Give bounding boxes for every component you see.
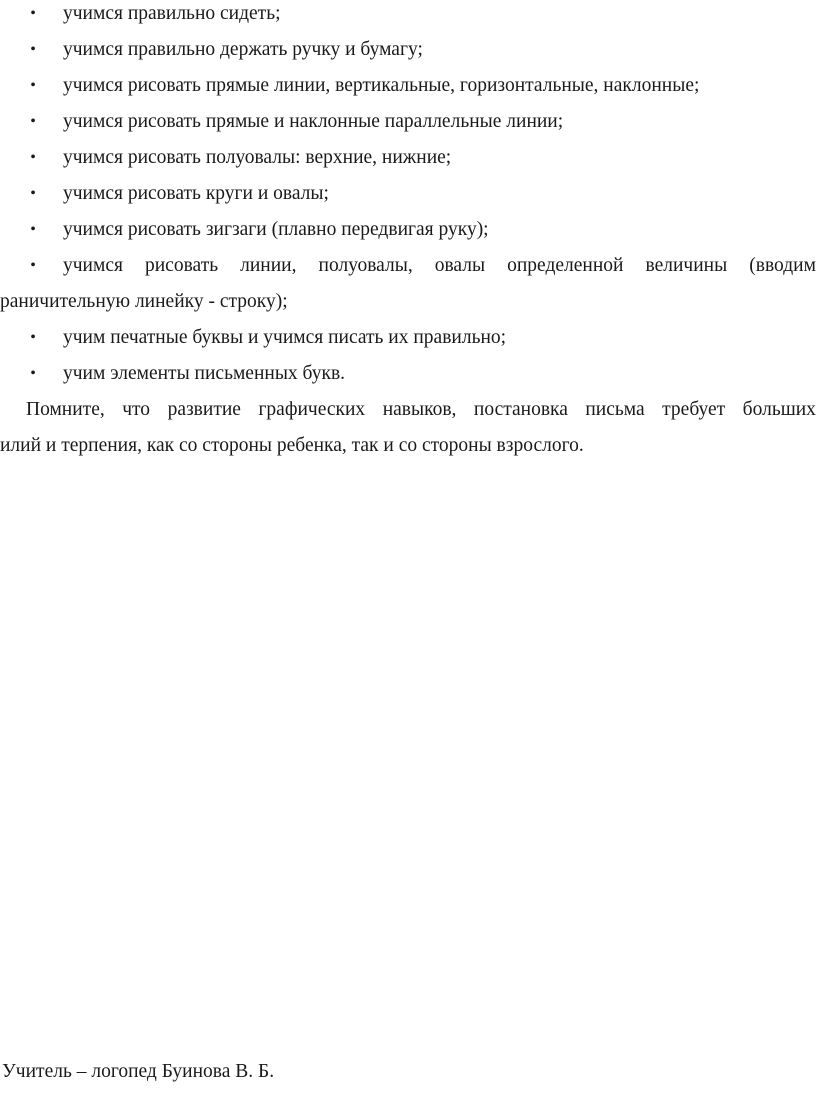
bullet-marker: • <box>30 365 36 382</box>
bullet-marker: • <box>30 5 36 22</box>
list-item-text: учим печатные буквы и учимся писать их правильно; <box>63 327 507 348</box>
bullet-marker: • <box>30 41 36 58</box>
word: (вводим <box>749 255 816 276</box>
bullet-marker: • <box>30 329 36 346</box>
list-item-text: учим элементы письменных букв. <box>63 363 346 384</box>
list-item-text: учимся рисовать прямые и наклонные параллельные линии; <box>63 111 564 132</box>
word: Помните, <box>26 399 105 420</box>
paragraph-line-1 <box>26 396 816 424</box>
word: графических <box>258 399 366 420</box>
word: больших <box>742 399 816 420</box>
word: полуовалы, <box>318 255 413 276</box>
list-item <box>0 72 816 100</box>
list-item-text-line-2: раничительную линейку - строку); <box>0 291 288 312</box>
list-item-text: учимся рисовать полуовалы: верхние, нижние; <box>63 147 452 168</box>
word: навыков, <box>382 399 457 420</box>
word: линии, <box>240 255 297 276</box>
list-item <box>0 144 816 172</box>
list-item-text: учимся рисовать круги и овалы; <box>63 183 329 204</box>
list-item <box>0 216 816 244</box>
list-item-text: учимся рисовать зигзаги (плавно передвигая руку); <box>63 219 489 240</box>
bullet-marker: • <box>30 113 36 130</box>
bullet-marker: • <box>30 77 36 94</box>
bullet-marker: • <box>30 221 36 238</box>
word: рисовать <box>145 255 219 276</box>
list-item <box>0 0 816 28</box>
list-item <box>0 360 816 388</box>
word: развитие <box>167 399 241 420</box>
bullet-marker: • <box>30 257 36 274</box>
paragraph-line-2: илий и терпения, как со стороны ребенка, так и со стороны взрослого. <box>0 435 584 456</box>
list-item <box>0 324 816 352</box>
word: учимся <box>63 255 123 276</box>
author-signature: Учитель – логопед Буинова В. Б. <box>2 1061 275 1082</box>
word: определенной <box>507 255 624 276</box>
word: постановка <box>473 399 568 420</box>
word: письма <box>585 399 645 420</box>
list-item-text-line-1 <box>63 252 816 280</box>
word: что <box>122 399 151 420</box>
bullet-marker: • <box>30 185 36 202</box>
list-item-text: учимся рисовать прямые линии, вертикальные, горизонтальные, наклонные; <box>63 75 700 96</box>
list-item <box>0 36 816 64</box>
list-item-text: учимся правильно сидеть; <box>63 3 281 24</box>
list-item-text: учимся правильно держать ручку и бумагу; <box>63 39 423 60</box>
word: овалы <box>434 255 486 276</box>
word: требует <box>662 399 726 420</box>
list-item <box>0 108 816 136</box>
word: величины <box>645 255 728 276</box>
list-item <box>0 180 816 208</box>
bullet-marker: • <box>30 149 36 166</box>
